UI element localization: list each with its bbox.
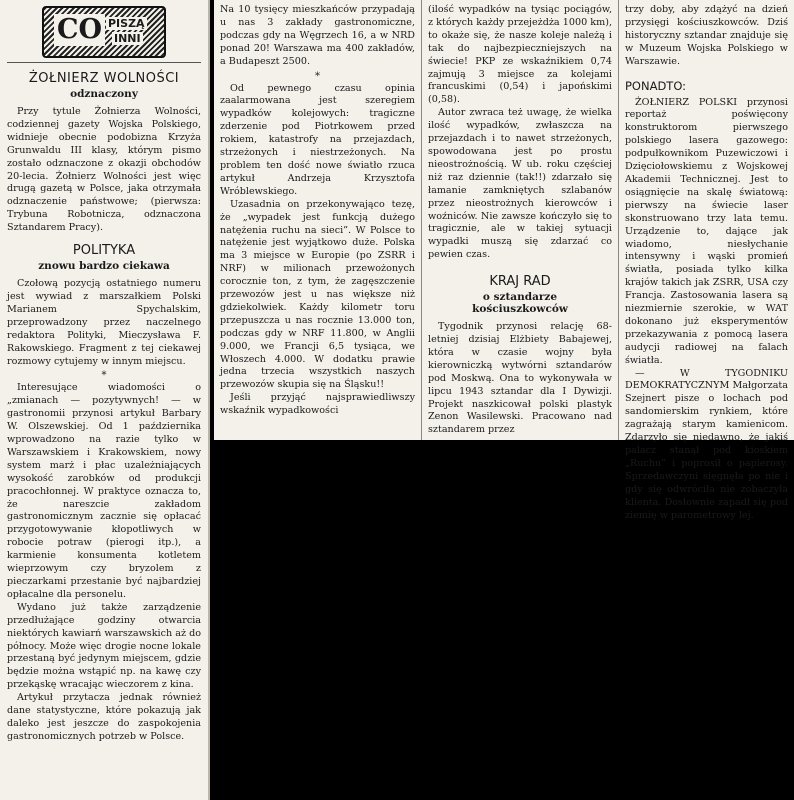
- paragraph: Uzasadnia on przekonywająco tezę, że „wypadek jest funkcją dużego natężenia ruchu na sieci”. W Polsce to natężenie jest wyjątkowo duże. Polska ma 3 miejsce w Europie (po ZSRR i NRF) w milionach przewożonych corocznie ton, z tym, że zagęszczenie przewozów jest u nas większe niż gdziekolwiek. Każdy kilometr toru przepuszcza u nas rocznie 13.000 ton, podczas gdy w NRF 11.800, w Anglii 9.000, we Francji 6,5 tysiąca, we Włoszech 4.000. W dodatku prawie jedna trzecia wszystkich naszych przewozów skupia się na Śląsku!!: [220, 198, 415, 391]
- divider: [7, 62, 201, 63]
- section-subtitle-polityka: znowu bardzo ciekawa: [38, 260, 170, 273]
- star-separator: *: [101, 370, 107, 382]
- paragraph: trzy doby, aby zdążyć na dzień przysięgi kościuszkowców. Dziś historyczny sztandar znajduje się w Muzeum Wojska Polskiego w Warszawie.: [625, 4, 788, 67]
- star-separator: *: [315, 70, 320, 82]
- co-pisza-inni-logo: [42, 6, 166, 58]
- paragraph: (ilość wypadków na tysiąc pociągów, z których każdy przejeżdża 1000 km), to okaże się, że nasze koleje należą i tak do najbezpieczniejszych na świecie! PKP ze wskaźnikiem 0,74 zajmują 3 miejsce za kolejami francuskimi (0,54) i japońskimi (0,58).: [428, 4, 612, 106]
- paragraph: Na 10 tysięcy mieszkańców przypadają u nas 3 zakłady gastronomiczne, podczas gdy na Węgrzech 16, a w NRD ponad 20! Warszawa ma 400 zakładów, a Budapeszt 2500.: [220, 4, 415, 67]
- column-3: [422, 0, 619, 440]
- section-subtitle-zolnierz: odznaczony: [70, 88, 138, 100]
- paragraph: Przy tytule Żołnierza Wolności, codziennej gazety Wojska Polskiego, widnieje obecnie podobizna Krzyża Grunwaldu III klasy, którym pismo zostało odznaczone z okazji obchodów 20-lecia. Żołnierz Wolności jest więc drugą gazetą w Polsce, jaka otrzymała odznaczenie państwowe; (pierwsza: Trybuna Robotnicza, odznaczona Sztandarem Pracy).: [7, 106, 201, 234]
- section-subtitle-kraj-rad: o sztandarze kościuszkowców: [472, 291, 568, 316]
- paragraph: Wydano już także zarządzenie przedłużające godziny otwarcia niektórych kawiarń warszawskich aż do północy. Może więc drogie nocne lokale przestaną być jedynym miejscem, gdzie będzie można wstąpić np. na kawę czy przekąskę wracając wieczorem z kina.: [7, 601, 201, 691]
- paragraph: Tygodnik przynosi relację 68-letniej dzisiaj Elżbiety Babajewej, która w czasie wojny była kierowniczką wytwórni sztandarów pod Moskwą. Ona to wykonywała w lipcu 1943 sztandar dla I Dywizji. Projekt naszkicował polski plastyk Zenon Wasilewski. Pracowano nad sztandarem przez: [428, 321, 612, 436]
- paragraph: Jeśli przyjąć najsprawiedliwszy wskaźnik wypadkowości: [220, 392, 415, 417]
- paragraph: ŻOŁNIERZ POLSKI przynosi reportaż poświęcony konstruktorom pierwszego polskiego lasera gazowego: podpułkownikom Puzewiczowi i Dzięciołowskiemu z Wojskowej Akademii Technicznej. Jest to osiągnięcie na skalę światową: pierwszy na świecie laser skonstruowano trzy lata temu. Urządzenie to, dające jak wiadomo, niesłychanie intensywny i wąski promień światła, posiada tylko kilka krajów takich jak ZSRR, USA czy Francja. Zastosowania lasera są niezmiernie szerokie, w WAT dokonano już eksperymentów przekazywania z pomocą lasera audycji radiowej na falach światła.: [625, 96, 788, 366]
- paragraph: Od pewnego czasu opinia zaalarmowana jest szeregiem wypadków kolejowych: tragiczne zderzenie pod Piotrkowem przed rokiem, katastrofy na przejazdach, strzeżonych i niestrzeżonych. Na problem ten dość nowe światło rzuca artykuł Andrzeja Krzysztofa Wróblewskiego.: [220, 82, 415, 197]
- section-title-kraj-rad: KRAJ RAD: [489, 274, 551, 290]
- paragraph: Artykuł przytacza jednak również dane statystyczne, które pokazują jak daleko jest jeszcze do zaspokojenia gastronomicznych potrzeb w Polsce.: [7, 692, 201, 742]
- paragraph: Interesujące wiadomości o „zmianach — pozytywnych! — w gastronomii przynosi artykuł Barbary W. Olszewskiej. Od 1 października wprowadzono na razie tylko w Warszawskiem i Krakowskiem, nowy system marż i płac uzależniających wysokość zarobków od produkcji pracochłonnej. W praktyce oznacza to, że nareszcie zakładom gastronomicznym zacznie się opłacać przygotowywanie kłopotliwych w robocie potraw (pierogi itp.), a karmienie konsumenta kotletem wieprzowym czy bryzolem z pieczarkami przestanie być najbardziej opłacalne dla personelu.: [7, 382, 201, 600]
- logo-inni: INNI: [114, 32, 141, 45]
- logo-co: CO: [54, 14, 105, 46]
- paragraph: Autor zwraca też uwagę, że wielka ilość wypadków, zwłaszcza na przejazdach i to nawet strzeżonych, spowodowana jest po prostu nieostrożnością. W ub. roku częściej niż raz dziennie (tak!!) zdarzało się łamanie zamkniętych szlabanów przez nieostrożnych kierowców i woźniców. Nie zawsze kończyło się to tragicznie, ale w takiej sytuacji wypadki muszą się zdarzać co pewien czas.: [428, 107, 612, 261]
- section-title-polityka: POLITYKA: [72, 243, 136, 259]
- paragraph: — W TYGODNIKU DEMOKRATYCZNYM Małgorzata Szejnert pisze o lochach pod sandomierskim rynkiem, które zagrażają starym kamienicom. Zdarzyło się niedawno, że jakiś palacz stanął pod kioskiem „Ruchu” i poprosił o papierosy. Sprzedawczyni sięgnęła po nie i gdy się odwróciła nie zobaczyła klienta. Dosłownie zapadł się pod ziemię w parometrowy lej.: [625, 367, 788, 521]
- column-4: [619, 0, 794, 521]
- column-2: [214, 0, 422, 440]
- column-left: [0, 0, 210, 800]
- section-title-ponadto: PONADTO:: [625, 78, 687, 93]
- columns-right: [214, 0, 794, 521]
- section-title-zolnierz: ŻOŁNIERZ WOLNOŚCI: [28, 71, 180, 86]
- paragraph: Czołową pozycją ostatniego numeru jest wywiad z marszałkiem Polski Marianem Spychalskim, przeprowadzony przez naczelnego redaktora Polityki, Mieczysława F. Rakowskiego. Fragment z tej ciekawej rozmowy cytujemy w innym miejscu.: [7, 278, 201, 367]
- logo-pisza: PISZĄ: [108, 17, 145, 30]
